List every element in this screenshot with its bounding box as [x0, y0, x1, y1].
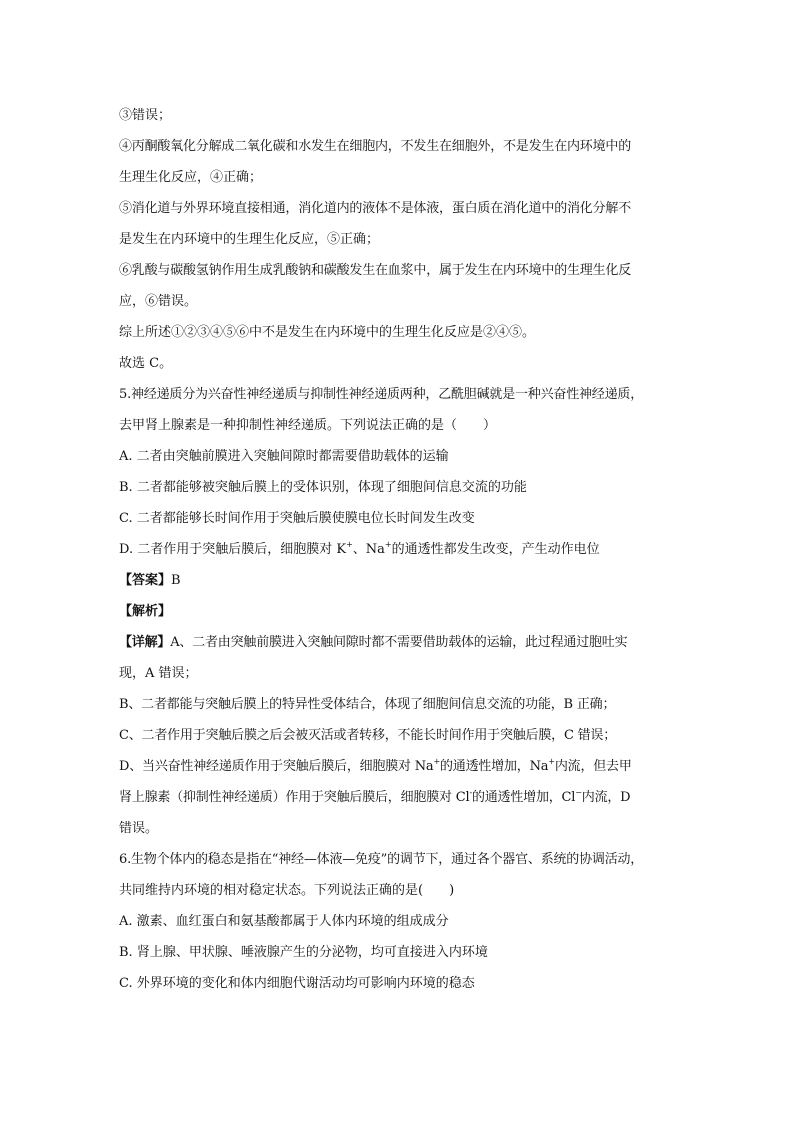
question-6-stem: 6.生物个体内的稳态是指在“神经—体液—免疫”的调节下，通过各个器官、系统的协调活动， [119, 852, 644, 867]
answer-value: B [171, 573, 181, 588]
text-line: ④丙酮酸氧化分解成二氧化碳和水发生在细胞内，不发生在细胞外，不是发生在内环境中的 [119, 139, 632, 154]
question-5-option-a: A. 二者由突触前膜进入突触间隙时都需要借助载体的运输 [119, 449, 449, 464]
detail-line: 现，A 错误； [119, 666, 198, 681]
answer-line [119, 565, 679, 596]
detail-line: 肾上腺素（抑制性神经递质）作用于突触后膜后，细胞膜对 Cl-的通透性增加，Cl−内流，D [119, 788, 631, 805]
answer-tag: 【答案】 [119, 573, 172, 588]
question-6-stem: 共同维持内环境的相对稳定状态。下列说法正确的是( ) [119, 883, 455, 898]
question-5-option-d: D. 二者作用于突触后膜后，细胞膜对 K+、Na+的通透性都发生改变，产生动作电位 [119, 540, 600, 557]
text-line: 综上所述①②③④⑤⑥中不是发生在内环境中的生理生化反应是②④⑤。 [119, 325, 536, 340]
question-5-stem: 5.神经递质分为兴奋性神经递质与抑制性神经递质两种，乙酰胆碱就是一种兴奋性神经递质， [119, 387, 644, 402]
question-5-option-b: B. 二者都能够被突触后膜上的受体识别，体现了细胞间信息交流的功能 [119, 480, 527, 495]
text-line: ⑤消化道与外界环境直接相通，消化道内的液体不是体液，蛋白质在消化道中的消化分解不 [119, 201, 632, 216]
detail-line: 错误。 [119, 821, 159, 836]
question-5-stem: 去甲肾上腺素是一种抑制性神经递质。下列说法正确的是（ ） [119, 418, 497, 433]
text-line: 是发生在内环境中的生理生化反应，⑤正确； [119, 232, 380, 247]
detail-line: D、当兴奋性神经递质作用于突触后膜后，细胞膜对 Na+的通透性增加，Na+内流，但去甲 [119, 757, 632, 774]
text-line: ⑥乳酸与碳酸氢钠作用生成乳酸钠和碳酸发生在血浆中，属于发生在内环境中的生理生化反 [119, 263, 632, 278]
detail-line: C、二者作用于突触后膜之后会被灭活或者转移，不能长时间作用于突触后膜，C 错误； [119, 728, 617, 743]
detail-tag: 【详解】 [119, 635, 171, 650]
document-body [119, 100, 679, 999]
text-line: 应，⑥错误。 [119, 294, 198, 309]
question-6-option-a: A. 激素、血红蛋白和氨基酸都属于人体内环境的组成成分 [119, 914, 449, 929]
text-line: ③错误； [119, 108, 172, 123]
detail-line: 【详解】A、二者由突触前膜进入突触间隙时都不需要借助载体的运输，此过程通过胞吐实 [119, 635, 628, 650]
text-line: 生理生化反应，④正确； [119, 170, 263, 185]
question-6-option-c: C. 外界环境的变化和体内细胞代谢活动均可影响内环境的稳态 [119, 976, 475, 991]
detail-line: B、二者都能与突触后膜上的特异性受体结合，体现了细胞间信息交流的功能，B 正确； [119, 697, 616, 712]
question-6-option-b: B. 肾上腺、甲状腺、唾液腺产生的分泌物，均可直接进入内环境 [119, 945, 488, 960]
text-line: 故选 C。 [119, 356, 173, 371]
question-5-option-c: C. 二者都能够长时间作用于突触后膜使膜电位长时间发生改变 [119, 511, 475, 526]
analysis-tag: 【解析】 [119, 604, 172, 619]
